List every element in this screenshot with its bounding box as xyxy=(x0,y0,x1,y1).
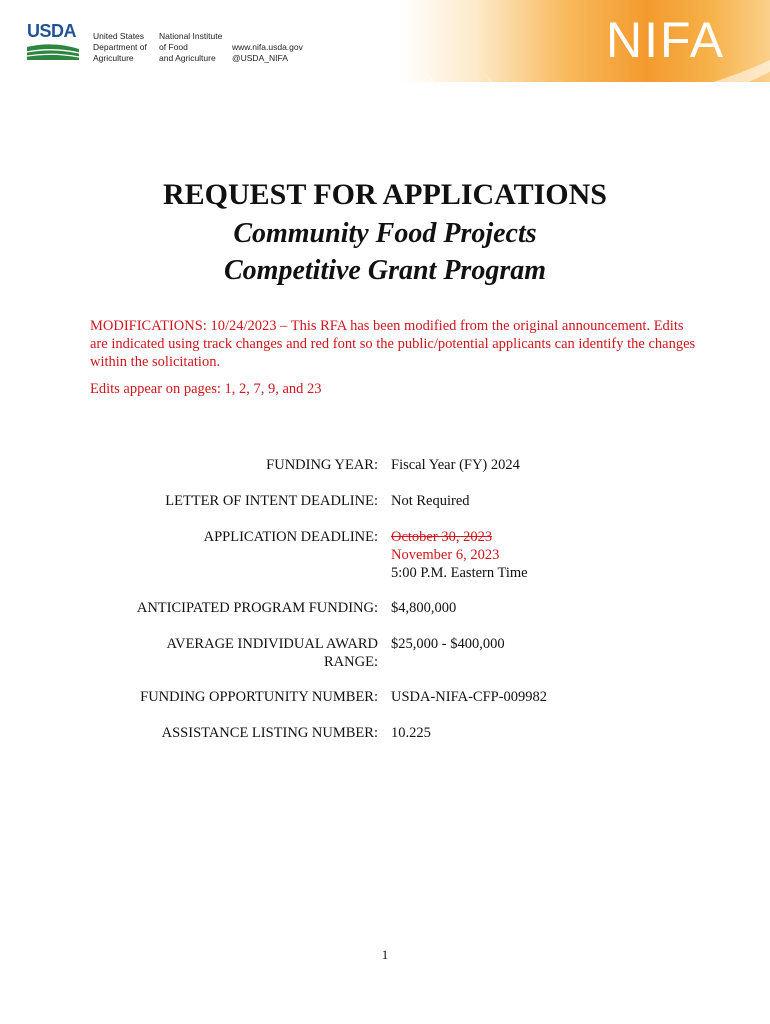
agency-line: and Agriculture xyxy=(159,53,216,63)
agency-line: Department of xyxy=(93,42,147,52)
website-link[interactable]: www.nifa.usda.gov xyxy=(232,42,303,52)
page-title: REQUEST FOR APPLICATIONS xyxy=(163,178,607,211)
twitter-handle[interactable]: @USDA_NIFA xyxy=(232,53,288,63)
loi-deadline-label: LETTER OF INTENT DEADLINE: xyxy=(165,493,378,509)
usda-logo-text: USDA xyxy=(27,21,77,41)
nifa-logo: NIFA xyxy=(606,12,726,68)
program-name-line1: Community Food Projects xyxy=(233,218,537,249)
agency-line: of Food xyxy=(159,42,188,52)
award-range-label-line2: RANGE: xyxy=(324,654,378,670)
program-name-line2: Competitive Grant Program xyxy=(224,255,546,286)
application-deadline-value xyxy=(391,528,691,582)
award-range-label-line1: AVERAGE INDIVIDUAL AWARD xyxy=(166,636,378,652)
contact-info xyxy=(232,42,303,64)
aln-label: ASSISTANCE LISTING NUMBER: xyxy=(161,725,378,741)
old-deadline: October 30, 2023 xyxy=(391,529,493,545)
award-range-label xyxy=(108,635,378,671)
header-banner xyxy=(0,0,770,82)
nifa-agency-name xyxy=(159,31,222,64)
aln-value: 10.225 xyxy=(391,725,431,741)
title-block xyxy=(0,175,770,289)
usda-logo xyxy=(27,22,79,62)
usda-agency-name xyxy=(93,31,147,64)
application-deadline-label: APPLICATION DEADLINE: xyxy=(203,529,378,545)
agency-line: National Institute xyxy=(159,31,223,41)
modified-pages: Edits appear on pages: 1, 2, 7, 9, and 23 xyxy=(90,381,322,397)
loi-deadline-value: Not Required xyxy=(391,493,470,509)
modifications-text: MODIFICATIONS: 10/24/2023 – This RFA has been modified from the original announcement. Edits are indicated using track changes and red font so the public/potential applicants can identify the changes within the solicitation. xyxy=(90,318,696,370)
fon-value: USDA-NIFA-CFP-009982 xyxy=(391,689,548,705)
agency-line: United States xyxy=(93,31,145,41)
program-funding-value: $4,800,000 xyxy=(391,600,457,616)
modifications-notice xyxy=(90,317,700,398)
agency-line: Agriculture xyxy=(93,53,134,63)
funding-year-value: Fiscal Year (FY) 2024 xyxy=(391,457,520,473)
program-funding-label: ANTICIPATED PROGRAM FUNDING: xyxy=(136,600,378,616)
award-range-value: $25,000 - $400,000 xyxy=(391,636,505,652)
deadline-time: 5:00 P.M. Eastern Time xyxy=(391,565,528,581)
usda-logo-field-icon xyxy=(27,43,79,60)
new-deadline: November 6, 2023 xyxy=(391,547,500,563)
fon-label: FUNDING OPPORTUNITY NUMBER: xyxy=(140,689,378,705)
funding-year-label: FUNDING YEAR: xyxy=(266,457,378,473)
page-number: 1 xyxy=(381,947,389,962)
